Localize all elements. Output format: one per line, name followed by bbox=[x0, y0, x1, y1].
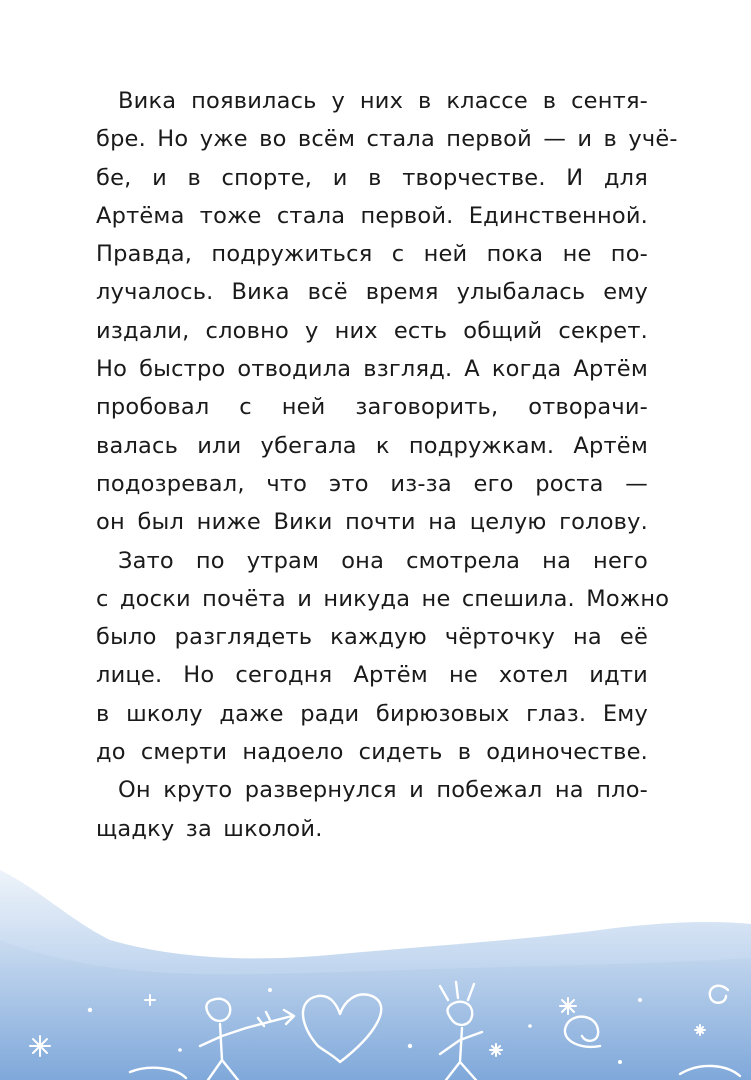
text-line: Артёма тоже стала первой. Единственной. bbox=[96, 202, 648, 229]
text-line: Он круто развернулся и побежал на пло- bbox=[118, 777, 648, 804]
text-line: Правда, подружиться с ней пока не по- bbox=[96, 241, 648, 268]
text-line: он был ниже Вики почти на целую голову. bbox=[96, 509, 648, 536]
snowflake-icon bbox=[560, 998, 576, 1014]
paragraph-3 bbox=[96, 771, 648, 848]
snow-dot bbox=[638, 998, 642, 1002]
story-text bbox=[96, 82, 678, 848]
text-line: лице. Но сегодня Артём не хотел идти bbox=[96, 662, 648, 689]
snow-dot bbox=[528, 1024, 532, 1028]
text-line: подозревал, что это из-за его роста — bbox=[96, 470, 648, 497]
text-line: бре. Но уже во всём стала первой — и в учё- bbox=[96, 126, 678, 153]
snow-dot bbox=[88, 1008, 92, 1012]
snowflake-icon bbox=[30, 1036, 50, 1056]
snow-dot bbox=[618, 1060, 622, 1064]
text-line: щадку за школой. bbox=[96, 815, 323, 842]
text-line: с доски почёта и никуда не спешила. Можно bbox=[96, 585, 670, 612]
snowy-illustration bbox=[0, 850, 751, 1080]
text-line: Но быстро отводила взгляд. А когда Артём bbox=[96, 356, 648, 383]
text-line: пробовал с ней заговорить, отворачи- bbox=[96, 394, 648, 421]
paragraph-2 bbox=[96, 542, 670, 772]
text-line: издали, словно у них есть общий секрет. bbox=[96, 317, 648, 344]
text-line: в школу даже ради бирюзовых глаз. Ему bbox=[96, 700, 648, 727]
text-line: Зато по утрам она смотрела на него bbox=[118, 547, 648, 574]
text-line: было разглядеть каждую чёрточку на её bbox=[96, 624, 648, 651]
text-line: лучалось. Вика всё время улыбалась ему bbox=[96, 279, 648, 306]
text-line: Вика появилась у них в классе в сентя- bbox=[118, 88, 648, 114]
text-line: до смерти надоело сидеть в одиночестве. bbox=[96, 739, 648, 766]
snowflake-icon bbox=[490, 1044, 502, 1056]
text-line: бе, и в спорте, и в творчестве. И для bbox=[96, 164, 648, 191]
text-line: валась или убегала к подружкам. Артём bbox=[96, 432, 648, 459]
snowflake-icon bbox=[695, 1025, 705, 1035]
snow-dot bbox=[178, 1048, 182, 1052]
snow-dot bbox=[268, 988, 272, 992]
paragraph-1 bbox=[96, 82, 678, 542]
snow-dot bbox=[408, 1044, 412, 1048]
